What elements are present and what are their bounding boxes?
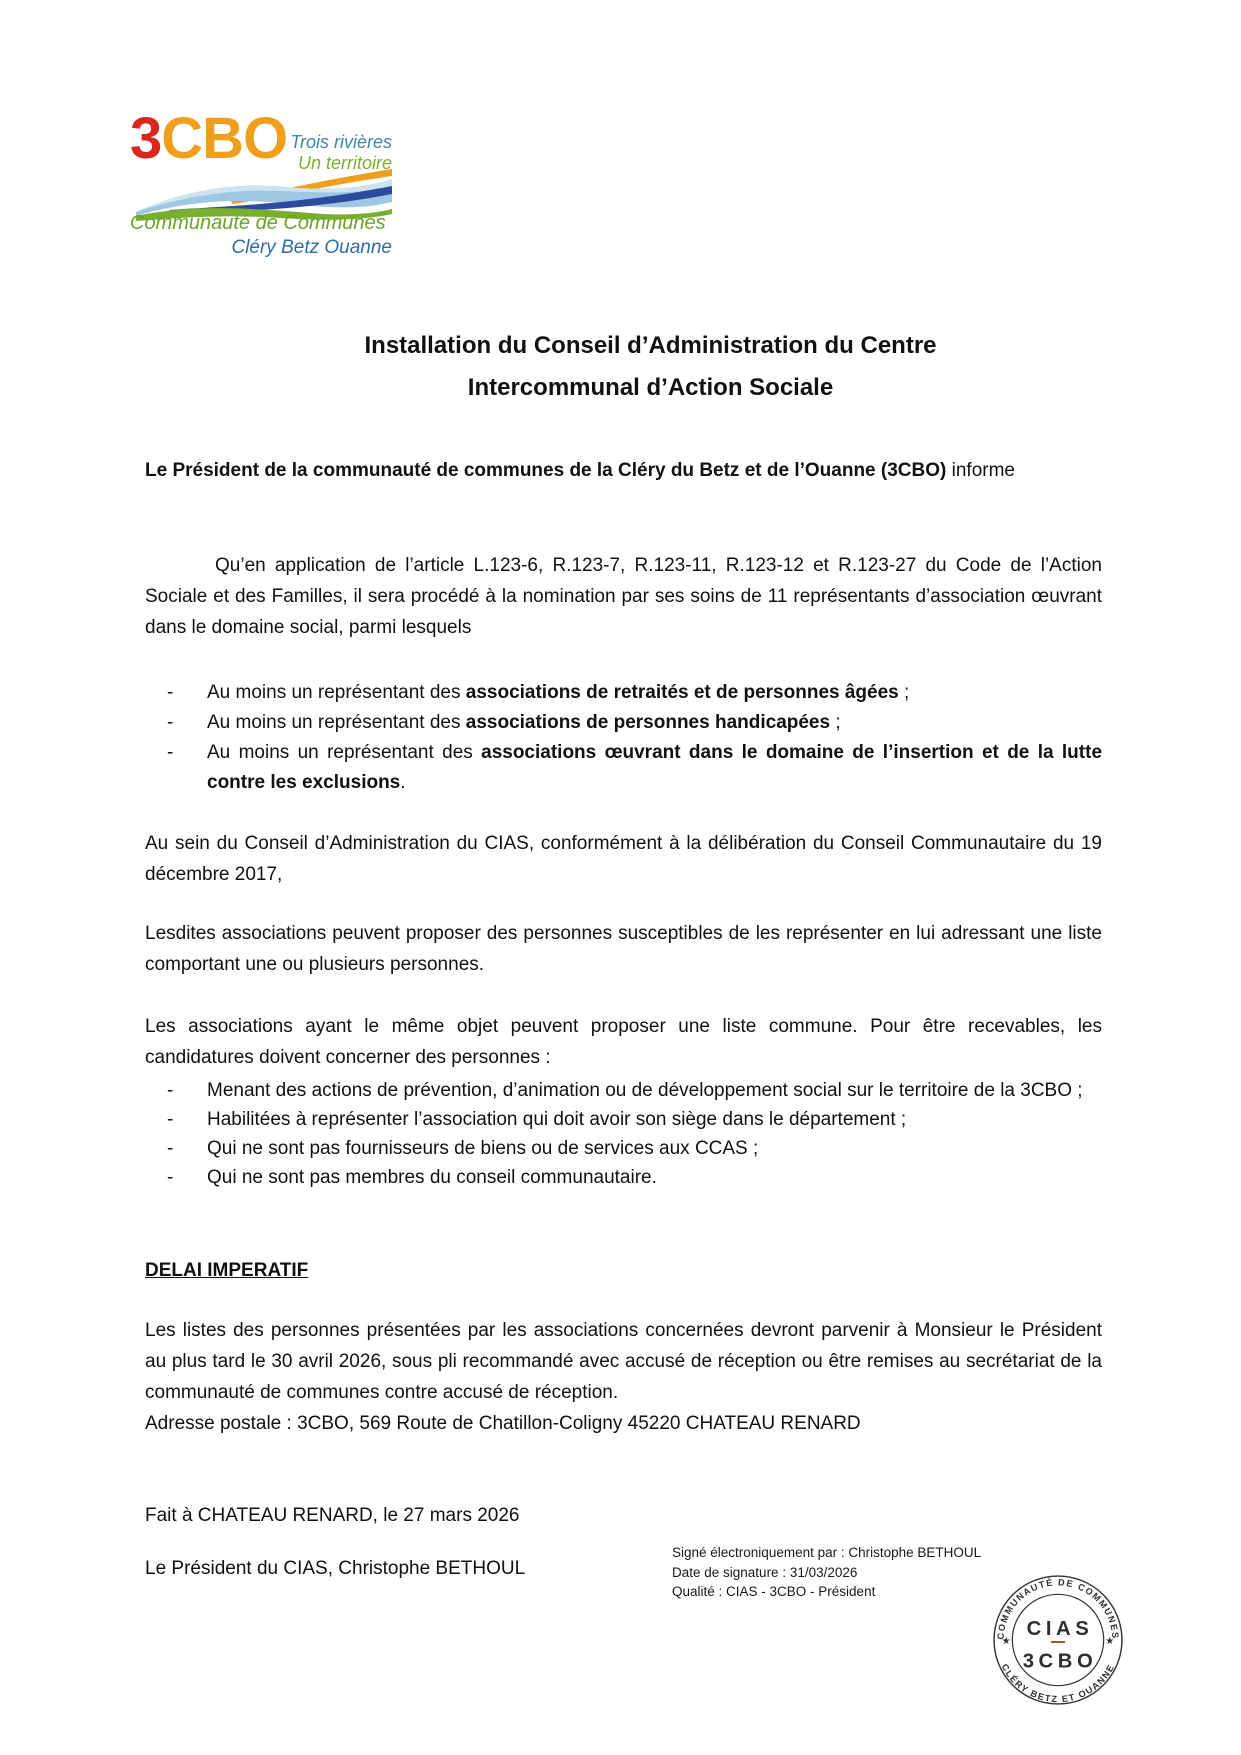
list-item-text: Qui ne sont pas membres du conseil communautaire. <box>207 1167 657 1188</box>
list-item-post: . <box>400 772 406 793</box>
list-item <box>145 1076 1102 1105</box>
stamp-arc-top-text: COMMUNAUTÉ DE COMMUNES <box>995 1577 1121 1640</box>
list-item-text: Habilitées à représenter l’association qui doit avoir son siège dans le département ; <box>207 1109 907 1130</box>
list-item-pre: Au moins un représentant des <box>207 682 466 703</box>
logo-org-name: Communauté de Communes <box>130 212 386 234</box>
logo-brand-text <box>130 106 288 171</box>
logo-3cbo <box>130 106 392 268</box>
dash-marker: - <box>167 712 174 733</box>
esign-quality: Qualité : CIAS - 3CBO - Président <box>672 1584 876 1599</box>
signatory-line: Le Président du CIAS, Christophe BETHOUL <box>145 1558 526 1579</box>
stamp-arc-bottom-text: CLÉRY BETZ ET OUANNE <box>999 1662 1117 1705</box>
dash-marker: - <box>167 682 174 703</box>
deadline-heading: DELAI IMPERATIF <box>145 1260 309 1281</box>
paragraph-conseil: Au sein du Conseil d’Administration du CIAS, conformément à la délibération du Conseil Communautaire du 19 décembre 2017, <box>145 833 1102 885</box>
logo-brand-number: 3 <box>130 106 162 171</box>
intro-paragraph <box>145 454 1102 488</box>
dash-marker: - <box>167 1167 174 1188</box>
paragraph-application: Qu’en application de l’article L.123-6, R.123-7, R.123-11, R.123-12 et R.123-27 du Code de l’Action Sociale et des Familles, il sera procédé à la nomination par ses soins de 11 représentants d’association œuvrant dans le domaine social, parmi lesquels <box>145 555 1102 638</box>
logo-brand-letters: CBO <box>161 106 288 171</box>
list-item <box>145 738 1102 798</box>
electronic-signature-block <box>672 1543 1032 1602</box>
representatives-list <box>145 678 1102 798</box>
stamp-center-cias: CIAS <box>1026 1617 1094 1640</box>
list-item-text: Qui ne sont pas fournisseurs de biens ou de services aux CCAS ; <box>207 1138 759 1159</box>
list-item-pre: Au moins un représentant des <box>207 742 482 763</box>
intro-regular-text: informe <box>946 460 1015 481</box>
list-item-bold: associations œuvrant dans le domaine de l’insertion et de la lutte contre les exclusions <box>207 742 1103 793</box>
page-title-line2: Intercommunal d’Action Sociale <box>467 374 834 401</box>
place-date-line: Fait à CHATEAU RENARD, le 27 mars 2026 <box>145 1505 520 1526</box>
paragraph-lesdites: Lesdites associations peuvent proposer des personnes susceptibles de les représenter en lui adressant une liste comportant une ou plusieurs personnes. <box>145 923 1102 975</box>
list-item-bold: associations de retraités et de personnes âgées <box>465 682 899 703</box>
list-item <box>145 1163 1102 1192</box>
list-item-post: ; <box>898 682 910 703</box>
postal-address: Adresse postale : 3CBO, 569 Route de Chatillon-Coligny 45220 CHATEAU RENARD <box>145 1413 861 1434</box>
dash-marker: - <box>167 1138 174 1159</box>
stamp-center-3cbo: 3CBO <box>1022 1650 1098 1673</box>
list-item-post: ; <box>830 712 841 733</box>
dash-marker: - <box>167 742 174 763</box>
criteria-list <box>145 1076 1102 1192</box>
stamp-seal <box>992 1574 1124 1706</box>
esign-signed-by: Signé électroniquement par : Christophe BETHOUL <box>672 1545 982 1560</box>
stamp-star-left-icon: ★ <box>1001 1636 1011 1648</box>
list-item-text <box>207 708 1102 738</box>
list-item-text <box>207 678 1102 708</box>
list-item <box>145 1134 1102 1163</box>
list-item-text: Menant des actions de prévention, d’animation ou de développement social sur le territoire de la 3CBO ; <box>207 1080 1083 1101</box>
stamp-star-right-icon: ★ <box>1105 1636 1115 1648</box>
esign-date: Date de signature : 31/03/2026 <box>672 1564 858 1580</box>
logo-tagline-line1: Trois rivières <box>290 132 392 152</box>
dash-marker: - <box>167 1109 174 1130</box>
intro-bold-text: Le Président de la communauté de communes de la Cléry du Betz et de l’Ouanne (3CBO) <box>145 460 947 481</box>
list-item <box>145 708 1102 738</box>
deadline-paragraph-block <box>145 1315 1102 1439</box>
paragraph-deadline: Les listes des personnes présentées par les associations concernées devront parvenir à Monsieur le Président au plus tard le 30 avril 2026, sous pli recommandé avec accusé de réception ou être remises au secrétariat de la communauté de communes contre accusé de réception. <box>145 1320 1102 1403</box>
list-item-bold: associations de personnes handicapées <box>465 712 831 733</box>
list-item-text <box>207 738 1102 798</box>
list-item-pre: Au moins un représentant des <box>207 712 466 733</box>
paragraph-liste-commune: Les associations ayant le même objet peuvent proposer une liste commune. Pour être recevables, les candidatures doivent concerner des personnes : <box>145 1016 1102 1068</box>
list-item <box>145 1105 1102 1134</box>
dash-marker: - <box>167 1080 174 1101</box>
page-title-line1: Installation du Conseil d’Administration du Centre <box>364 332 937 359</box>
logo-tagline-line2: Un territoire <box>297 153 392 173</box>
page-title <box>172 325 1129 409</box>
list-item <box>145 678 1102 708</box>
logo-org-subname: Cléry Betz Ouanne <box>231 237 392 258</box>
